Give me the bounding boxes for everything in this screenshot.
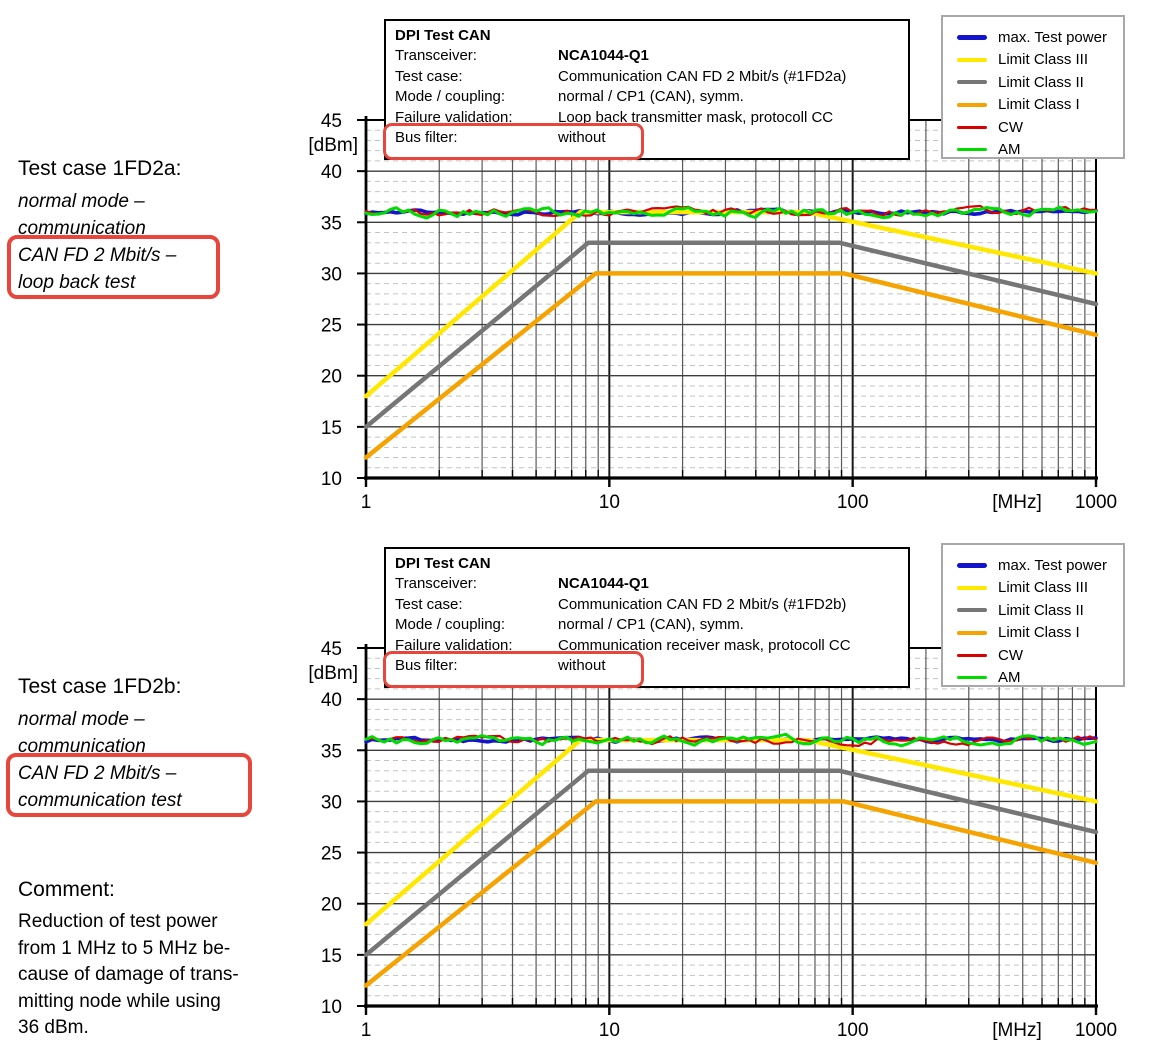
legend-swatch-max-test-power xyxy=(957,35,987,40)
axis-ticks xyxy=(357,648,1096,1015)
x-axis-unit-label: [MHz] xyxy=(992,492,1042,513)
x-tick-label: 1 xyxy=(360,492,372,513)
legend-item-cw xyxy=(943,116,1123,139)
y-tick-label: 30 xyxy=(320,792,342,814)
legend-swatch-limit-class-iii xyxy=(957,58,987,62)
legend-item-max-test-power xyxy=(943,26,1123,49)
info-row-mode-coupling xyxy=(395,87,908,108)
series-group xyxy=(366,206,1096,458)
info-value: normal / CP1 (CAN), symm. xyxy=(558,88,744,105)
x-tick-label: 1000 xyxy=(1074,1020,1118,1041)
y-tick-label: 15 xyxy=(320,417,342,439)
legend-label: AM xyxy=(998,669,1021,687)
legend-label: Limit Class I xyxy=(998,96,1080,114)
x-tick-label: 10 xyxy=(598,1020,620,1041)
testcase-1fd2b-mode-line: normal mode – xyxy=(18,709,145,730)
testcase-1fd2a-comm-line: communication xyxy=(18,218,146,239)
info-row-test-case xyxy=(395,595,908,616)
grid-vertical xyxy=(439,120,1085,478)
info-value: Communication CAN FD 2 Mbit/s (#1FD2b) xyxy=(558,595,847,613)
info-value: normal / CP1 (CAN), symm. xyxy=(558,616,744,633)
grid-minor-horizontal xyxy=(366,658,1096,996)
legend-swatch-limit-class-iii xyxy=(957,586,987,590)
info-label: Transceiver: xyxy=(395,575,477,592)
y-axis-labels xyxy=(308,639,358,1018)
y-axis-unit-label: [dBm] xyxy=(308,663,358,684)
highlight-box-bus-filter xyxy=(383,123,644,160)
info-label: Mode / coupling: xyxy=(395,616,506,633)
y-tick-label: 10 xyxy=(320,469,342,490)
legend-label: Limit Class III xyxy=(998,579,1089,597)
legend-label: max. Test power xyxy=(998,556,1107,574)
highlight-box-bus-filter xyxy=(383,651,644,688)
info-row-test-case xyxy=(395,67,908,88)
info-label: Bus filter: xyxy=(395,657,458,674)
testcase-1fd2b-boxed-line1: CAN FD 2 Mbit/s – xyxy=(18,763,177,784)
testcase-1fd2a-mode-line: normal mode – xyxy=(18,191,145,212)
legend-item-cw xyxy=(943,644,1123,667)
chart-1fd2a xyxy=(0,0,1169,528)
legend-1fd2b xyxy=(941,543,1125,687)
info-value: Communication CAN FD 2 Mbit/s (#1FD2a) xyxy=(558,67,847,85)
legend-item-limit-class-ii xyxy=(943,599,1123,622)
y-tick-label: 15 xyxy=(320,945,342,967)
y-tick-label: 20 xyxy=(320,366,342,388)
info-label: Test case: xyxy=(395,67,463,85)
info-value: NCA1044-Q1 xyxy=(558,47,649,64)
x-axis-labels xyxy=(361,1020,1117,1041)
testcase-1fd2b-comm-line: communication xyxy=(18,736,146,757)
y-tick-label: 25 xyxy=(320,315,342,337)
x-tick-label: 10 xyxy=(598,492,620,513)
y-axis-labels xyxy=(308,111,358,490)
info-value: Communication receiver mask, protocoll CC xyxy=(558,636,851,654)
legend-1fd2a xyxy=(941,15,1125,159)
legend-swatch-am xyxy=(957,676,987,679)
y-tick-label: 40 xyxy=(320,162,342,184)
legend-label: Limit Class III xyxy=(998,51,1089,69)
chart-1fd2b xyxy=(0,528,1169,1057)
legend-item-limit-class-i xyxy=(943,94,1123,117)
comment-title: Comment: xyxy=(18,878,115,901)
info-box-title: DPI Test CAN xyxy=(395,555,491,572)
y-tick-label: 35 xyxy=(320,213,342,235)
legend-label: max. Test power xyxy=(998,28,1107,46)
testcase-1fd2a-boxed-line1: CAN FD 2 Mbit/s – xyxy=(18,245,177,266)
legend-label: AM xyxy=(998,141,1021,159)
info-box-title: DPI Test CAN xyxy=(395,27,491,44)
legend-swatch-cw xyxy=(957,654,987,657)
testcase-1fd2b-title: Test case 1FD2b: xyxy=(18,675,182,698)
comment-line-3: cause of damage of trans- xyxy=(18,964,239,985)
legend-item-limit-class-iii xyxy=(943,577,1123,600)
legend-label: Limit Class II xyxy=(998,601,1084,619)
legend-item-limit-class-i xyxy=(943,622,1123,645)
y-axis-unit-label: [dBm] xyxy=(308,135,358,156)
legend-item-am xyxy=(943,667,1123,690)
comment-line-5: 36 dBm. xyxy=(18,1017,89,1038)
info-row-transceiver xyxy=(395,574,908,595)
legend-label: Limit Class II xyxy=(998,73,1084,91)
x-axis-unit-label: [MHz] xyxy=(992,1020,1042,1041)
y-tick-label-top: 45 xyxy=(320,111,342,132)
info-label: Test case: xyxy=(395,595,463,613)
legend-item-limit-class-iii xyxy=(943,49,1123,72)
legend-swatch-cw xyxy=(957,126,987,129)
legend-item-max-test-power xyxy=(943,554,1123,577)
comment-line-4: mitting node while using xyxy=(18,990,221,1012)
y-tick-label: 10 xyxy=(320,997,342,1018)
grid-vertical xyxy=(439,648,1085,1006)
info-box-1fd2b xyxy=(384,547,910,688)
legend-label: CW xyxy=(998,118,1023,136)
info-row-mode-coupling xyxy=(395,615,908,636)
x-tick-label: 100 xyxy=(836,1020,869,1041)
y-tick-label: 35 xyxy=(320,741,342,763)
info-box-1fd2a xyxy=(384,19,910,160)
info-value: NCA1044-Q1 xyxy=(558,575,649,592)
info-label: Failure validation: xyxy=(395,636,513,654)
legend-label: CW xyxy=(998,646,1023,664)
info-value: without xyxy=(558,657,606,674)
x-axis-labels xyxy=(361,492,1117,513)
testcase-1fd2a-title: Test case 1FD2a: xyxy=(18,157,182,180)
x-tick-label: 1000 xyxy=(1074,492,1118,513)
info-value: without xyxy=(558,129,606,146)
y-tick-label: 40 xyxy=(320,690,342,712)
x-tick-label: 100 xyxy=(836,492,869,513)
legend-swatch-am xyxy=(957,148,987,151)
comment-line-1: Reduction of test power xyxy=(18,911,218,932)
legend-item-limit-class-ii xyxy=(943,71,1123,94)
y-tick-label: 25 xyxy=(320,843,342,865)
legend-item-am xyxy=(943,139,1123,162)
series-group xyxy=(366,734,1096,985)
legend-swatch-limit-class-i xyxy=(957,631,987,635)
legend-swatch-limit-class-ii xyxy=(957,80,987,84)
info-label: Transceiver: xyxy=(395,47,477,64)
legend-label: Limit Class I xyxy=(998,624,1080,642)
axis-ticks xyxy=(357,120,1096,487)
info-value: Loop back transmitter mask, protocoll CC xyxy=(558,108,834,126)
y-tick-label: 30 xyxy=(320,264,342,286)
comment-line-2: from 1 MHz to 5 MHz be- xyxy=(18,937,231,959)
info-label: Bus filter: xyxy=(395,129,458,146)
info-row-transceiver xyxy=(395,46,908,67)
x-tick-label: 1 xyxy=(360,1020,372,1041)
legend-swatch-max-test-power xyxy=(957,563,987,568)
legend-swatch-limit-class-i xyxy=(957,103,987,107)
testcase-1fd2b-boxed-line2: communication test xyxy=(18,790,182,811)
info-label: Mode / coupling: xyxy=(395,88,506,105)
legend-swatch-limit-class-ii xyxy=(957,608,987,612)
y-tick-label: 20 xyxy=(320,894,342,916)
info-label: Failure validation: xyxy=(395,108,513,126)
testcase-1fd2a-boxed-line2: loop back test xyxy=(18,272,136,293)
grid-minor-horizontal xyxy=(366,130,1096,468)
y-tick-label-top: 45 xyxy=(320,639,342,660)
